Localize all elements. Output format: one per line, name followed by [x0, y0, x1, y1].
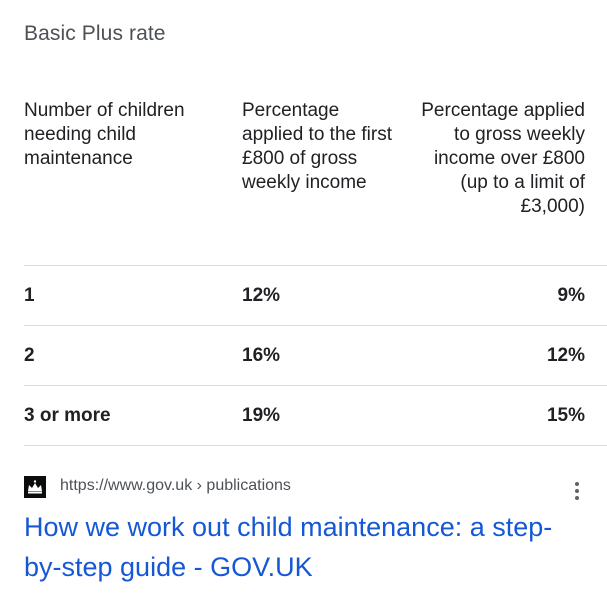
table-cell-first-800: 16%: [242, 345, 281, 366]
gov-uk-crown-icon: [24, 476, 46, 498]
source-url: https://www.gov.uk › publications: [60, 477, 291, 494]
table-row: [24, 266, 607, 326]
table-row: [24, 386, 607, 446]
snippet-heading: Basic Plus rate: [24, 22, 166, 45]
table-cell-over-800: 15%: [546, 405, 585, 426]
table-cell-first-800: 12%: [242, 285, 281, 306]
more-vert-icon[interactable]: [570, 482, 584, 504]
result-source[interactable]: [24, 476, 584, 500]
column-header-over-800: Percentage applied to gross weekly income over £800 (up to a limit of £3,000): [421, 100, 585, 217]
table-cell-children: 3 or more: [24, 405, 111, 426]
table-cell-children: 1: [24, 285, 35, 306]
table-cell-children: 2: [24, 345, 35, 366]
table-cell-over-800: 12%: [546, 345, 585, 366]
table-cell-over-800: 9%: [557, 285, 585, 306]
table-header-row: [24, 97, 607, 266]
rates-table: [24, 97, 607, 446]
table-row: [24, 326, 607, 386]
column-header-first-800: Percentage applied to the first £800 of gross weekly income: [242, 100, 392, 193]
column-header-children: Number of children needing child maintenance: [24, 100, 185, 169]
table-cell-first-800: 19%: [242, 405, 281, 426]
result-title-link[interactable]: How we work out child maintenance: a step-by-step guide - GOV.UK: [24, 512, 553, 582]
